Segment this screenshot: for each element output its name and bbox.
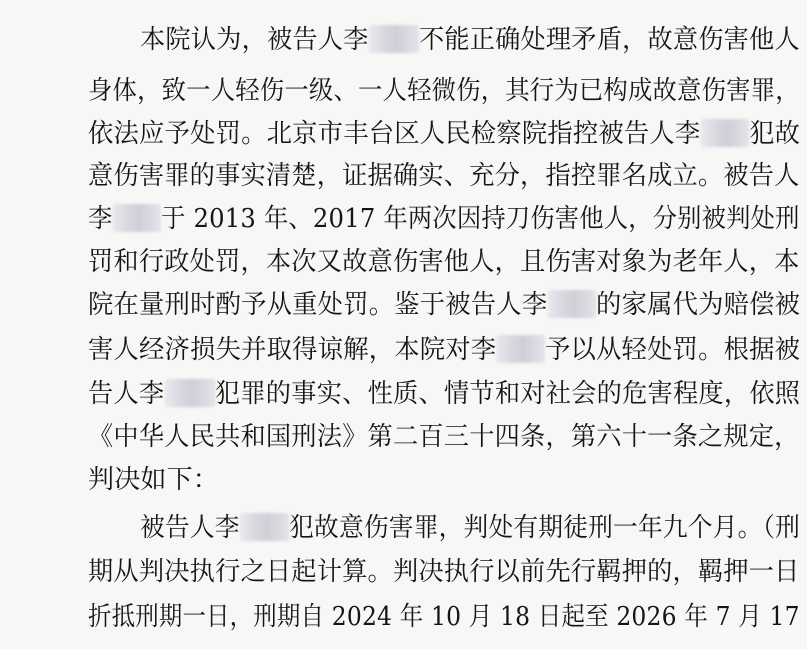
text-segment: 告人李 — [88, 379, 165, 409]
redacted-name — [240, 513, 289, 541]
paragraph-line — [88, 374, 800, 414]
text-segment: 害人经济损失并取得谅解，本院对李 — [88, 335, 497, 365]
text-segment: 院在量刑时酌予从重处罚。鉴于被告人李 — [88, 290, 548, 320]
text-segment: 判决如下： — [88, 465, 220, 495]
paragraph-line — [88, 597, 800, 637]
paragraph-line — [88, 71, 800, 111]
paragraph-line — [88, 199, 800, 239]
text-segment: 折抵刑期一日，刑期自 2024 年 10 月 18 日起至 2026 年 7 月 17 — [88, 602, 800, 632]
redacted-name — [112, 204, 161, 232]
text-segment: 依法应予处罚。北京市丰台区人民检察院指控被告人李 — [88, 119, 701, 149]
paragraph-line — [88, 552, 800, 592]
paragraph-line — [88, 242, 800, 282]
text-segment: 不能正确处理矛盾，故意伤害他人 — [418, 25, 800, 55]
text-segment: 予以从轻处罚。根据被 — [545, 335, 801, 365]
paragraph-line — [88, 114, 800, 154]
redacted-name — [700, 119, 749, 147]
text-segment: 被告人李 — [140, 513, 240, 543]
text-segment: 《中华人民共和国刑法》第二百三十四条，第六十一条之规定， — [88, 422, 800, 452]
paragraph-line — [88, 285, 800, 325]
paragraph-line — [88, 460, 219, 500]
text-segment: 期从判决执行之日起计算。判决执行以前先行羁押的，羁押一日 — [88, 557, 800, 587]
paragraph-line — [88, 156, 800, 196]
text-segment: 于 2013 年、2017 年两次因持刀伤害他人，分别被判处刑 — [161, 204, 800, 234]
text-segment: 李 — [88, 204, 113, 234]
text-segment: 身体，致一人轻伤一级、一人轻微伤，其行为已构成故意伤害罪， — [88, 76, 800, 106]
redacted-name — [164, 379, 215, 407]
text-segment: 犯罪的事实、性质、情节和对社会的危害程度，依照 — [214, 379, 801, 409]
redacted-name — [547, 290, 596, 318]
text-segment: 本院认为，被告人李 — [140, 25, 369, 55]
redacted-name — [496, 335, 545, 363]
paragraph-line — [140, 20, 800, 60]
text-segment: 的家属代为赔偿被 — [596, 290, 801, 320]
paragraph-line — [140, 508, 800, 548]
text-segment: 意伤害罪的事实清楚，证据确实、充分，指控罪名成立。被告人 — [88, 161, 800, 191]
redacted-name — [369, 25, 419, 53]
text-segment: 罚和行政处罚，本次又故意伤害他人，且伤害对象为老年人，本 — [88, 247, 800, 277]
paragraph-line — [88, 417, 800, 457]
paragraph-line — [88, 330, 800, 370]
text-segment: 犯故 — [749, 119, 801, 149]
text-segment: 犯故意伤害罪，判处有期徒刑一年九个月。（刑 — [289, 513, 801, 543]
